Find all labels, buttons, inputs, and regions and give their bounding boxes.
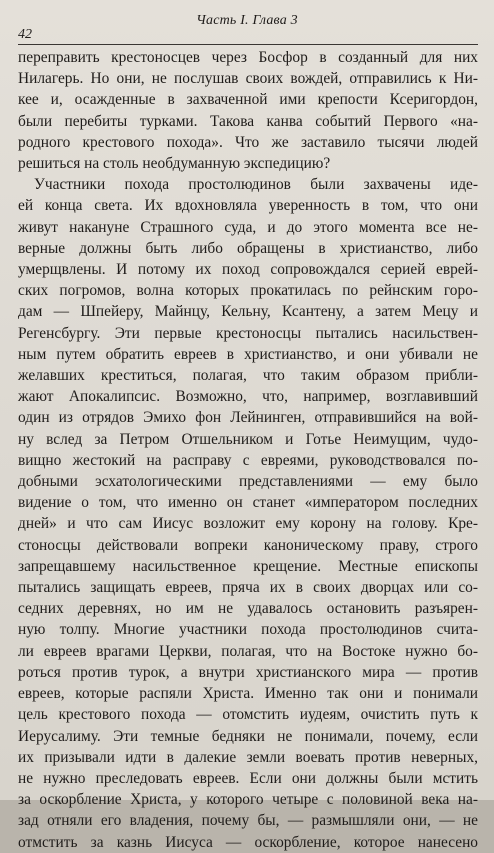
text-line: роться против турок, а внутри христианского мира — против: [18, 663, 478, 681]
text-line: зад отняли его владения, почему бы, — размышляли они, — не: [18, 812, 478, 830]
text-line: не нужно преследовать евреев. Если они должны были мстить: [18, 769, 478, 787]
text-line: ли евреев врагами Церкви, полагая, что на Востоке нужно бо-: [18, 642, 478, 660]
page-number: 42: [18, 27, 32, 42]
text-line: дней» и что сам Иисус возложит ему корону на голову. Кре-: [18, 515, 478, 533]
text-line: Нилагерь. Но они, не послушав своих вождей, отправились к Ни-: [18, 70, 478, 88]
text-line: были перебиты турками. Такова канва событий Первого «на-: [18, 112, 478, 130]
text-line: евреев, которые распяли Христа. Именно так они и понимали: [18, 685, 478, 703]
text-line: переправить крестоносцев через Босфор в созданный для них: [18, 49, 478, 66]
text-line: седних деревнях, но им не удавалось остановить разъярен-: [18, 600, 478, 618]
text-line: Участники похода простолюдинов были захвачены иде-: [34, 176, 478, 194]
text-line: решиться на столь необдуманную экспедицию?: [18, 155, 331, 173]
text-line: добными эсхатологическими представлениями — ему было: [18, 473, 478, 491]
text-line: запрещавшему насильственное крещение. Местные епископы: [18, 557, 478, 575]
text-line: пытались защищать евреев, пряча их в своих дворцах или со-: [18, 579, 478, 597]
text-line: Регенсбургу. Эти первые крестоносцы пытались насильствен-: [18, 324, 478, 342]
text-line: ских погромов, волна которых прокатилась по рейнским горо-: [18, 282, 478, 300]
text-line: цель крестового похода — отомстить иудеям, очистить путь к: [18, 706, 478, 724]
text-line: их призывали идти в далекие земли воевать против неверных,: [18, 748, 478, 766]
paragraph: [18, 47, 478, 174]
running-head: Часть I. Глава 3: [196, 13, 298, 28]
text-line: жают Апокалипсис. Возможно, что, например, возглавивший: [18, 388, 478, 406]
text-line: кее и, осажденные в захваченной ими крепости Ксеригордон,: [18, 91, 478, 109]
text-line: ей конца света. Их вдохновляла уверенность в том, что они: [18, 197, 478, 215]
text-line: за оскорбление Христа, у которого четыре с половиной века на-: [18, 791, 478, 809]
page-header: [0, 0, 494, 44]
text-line: Иерусалиму. Эти темные бедняки не понимали, почему, если: [18, 727, 478, 745]
text-line: ну вслед за Петром Отшельником и Готье Неимущим, чудо-: [18, 430, 478, 448]
paragraph: [18, 174, 478, 853]
text-line: один из отрядов Эмихо фон Лейнинген, отправившийся на вой-: [18, 409, 478, 427]
text-line: дам — Шпейеру, Майнцу, Кельну, Ксантену, а затем Мецу и: [18, 303, 478, 321]
text-line: верные должны быть либо обращены в христианство, либо: [18, 239, 478, 257]
text-line: ную толпу. Многие участники похода простолюдинов счита-: [18, 621, 478, 639]
text-line: желавших креститься, полагая, что таким образом прибли-: [18, 367, 478, 385]
text-line: умерщвлены. И потому их поход сопровождался серией еврей-: [18, 261, 478, 279]
body-text: [18, 47, 478, 853]
text-line: видение о том, что именно он станет «императором последних: [18, 494, 478, 512]
text-line: отмстить за казнь Иисуса — оскорбление, которое нанесено: [18, 833, 478, 851]
header-rule: [18, 44, 478, 45]
text-line: родного крестового похода». Что же заставило тысячи людей: [18, 133, 478, 151]
text-line: живут накануне Страшного суда, и до этого момента все не-: [18, 218, 478, 236]
text-line: ным путем обратить евреев в христианство, и они убивали не: [18, 345, 478, 363]
text-line: вищно жестокий на расправу с евреями, руководствовался по-: [18, 451, 478, 469]
text-line: стоносцы действовали вопреки каноническому праву, строго: [18, 536, 478, 554]
